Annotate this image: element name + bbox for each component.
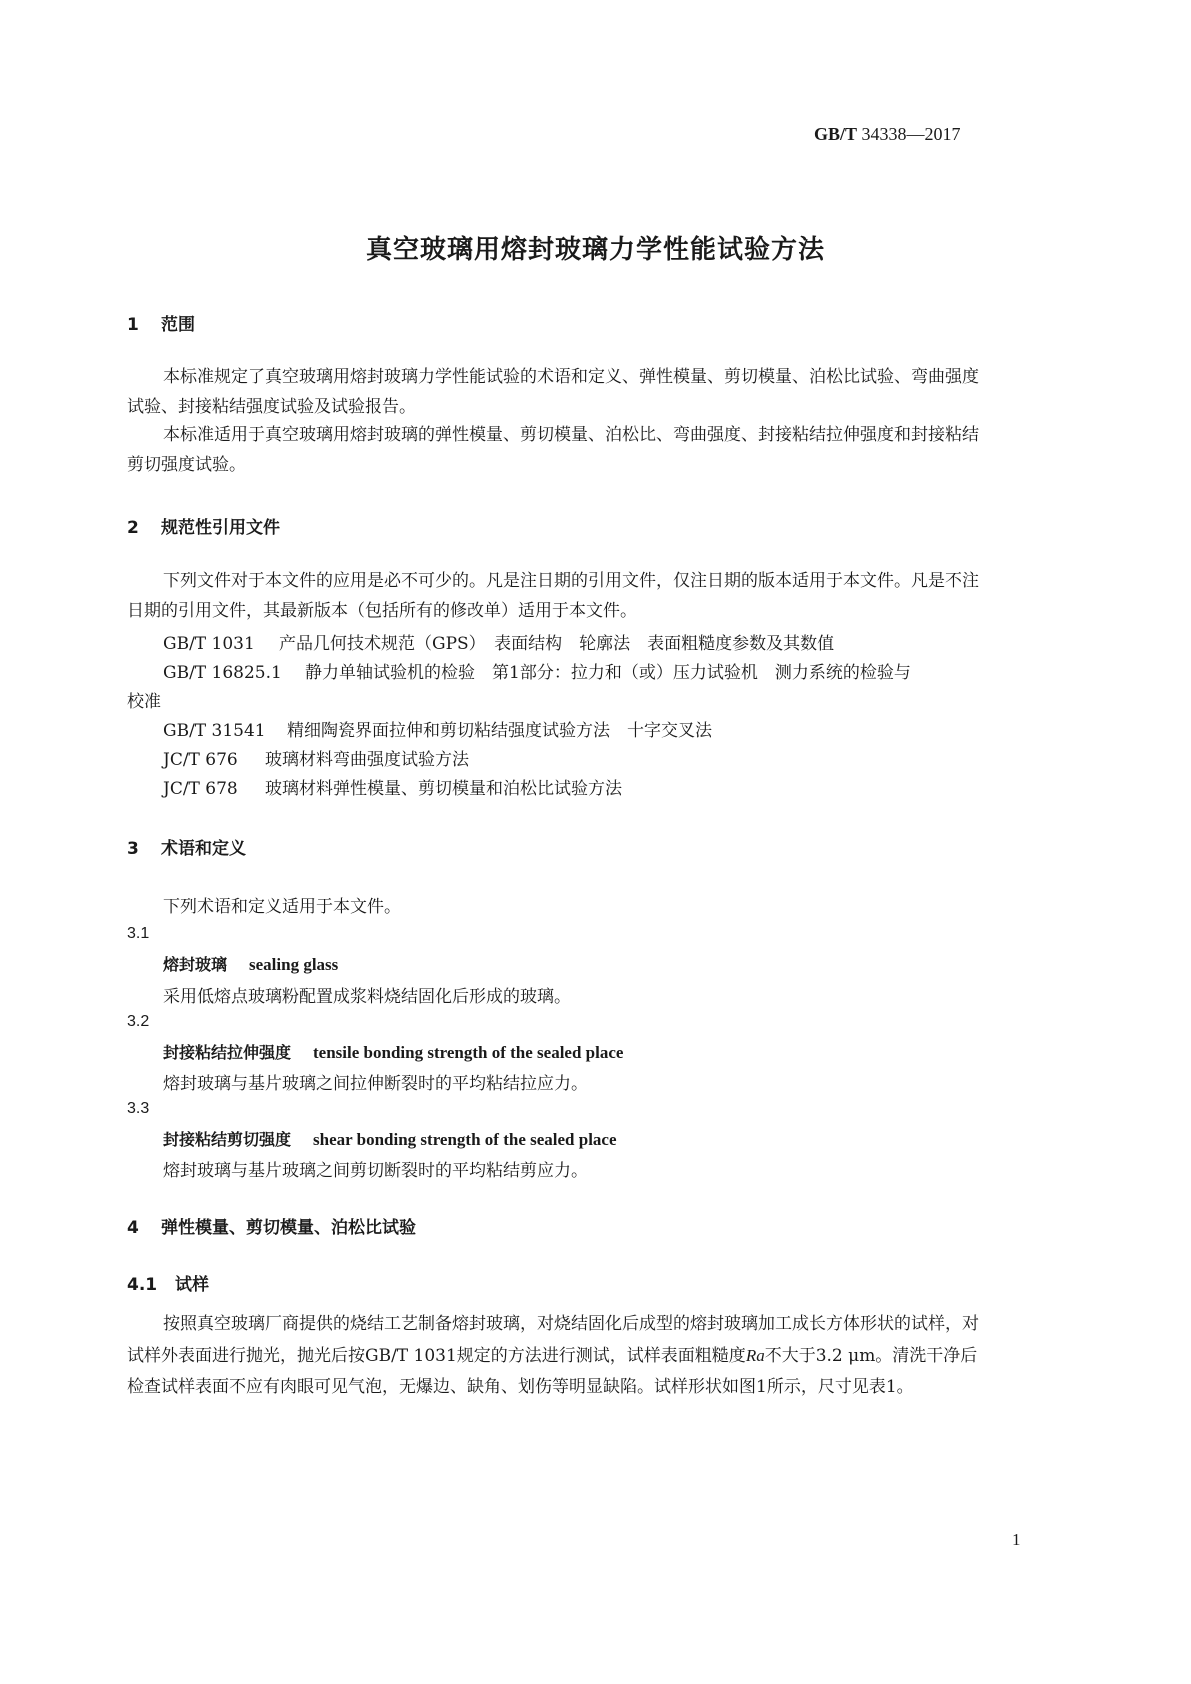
specimen-text-b: 不大于3.2 μm。清洗干净后检查试样表面不应有肉眼可见气泡，无爆边、缺角、划伤等明显缺陷。试样形状如图1所示，尺寸见表1。: [127, 1346, 978, 1397]
section-title: 规范性引用文件: [161, 518, 280, 538]
subsection-4-1-heading: [127, 1270, 209, 1295]
reference-item: [163, 745, 469, 770]
section-title: 术语和定义: [161, 839, 246, 859]
term-number: 3.3: [127, 1100, 150, 1117]
reference-title: 玻璃材料弯曲强度试验方法: [265, 750, 469, 770]
scope-paragraph-1: 本标准规定了真空玻璃用熔封玻璃力学性能试验的术语和定义、弹性模量、剪切模量、泊松比试验、弯曲强度试验、封接粘结强度试验及试验报告。: [127, 367, 979, 417]
reference-code: GB/T 31541: [163, 721, 266, 741]
document-title: 真空玻璃用熔封玻璃力学性能试验方法: [365, 235, 825, 265]
section-4-heading: [127, 1213, 416, 1238]
term-heading: [163, 952, 338, 975]
term-number: 3.2: [127, 1013, 150, 1030]
reference-title: 产品几何技术规范（GPS） 表面结构 轮廓法 表面粗糙度参数及其数值: [279, 634, 835, 654]
reference-item: [163, 629, 834, 654]
term-chinese: 熔封玻璃: [163, 955, 228, 974]
reference-item: [163, 716, 712, 741]
specimen-text-a: 按照真空玻璃厂商提供的烧结工艺制备熔封玻璃，对烧结固化后成型的熔封玻璃加工成长方体形状的试样，对试样外表面进行抛光，抛光后按GB/T 1031规定的方法进行测试，试样表面粗糙度: [127, 1314, 979, 1366]
section-number: 1: [127, 315, 139, 335]
standard-number: 34338—2017: [861, 124, 961, 144]
section-number: 4: [127, 1218, 139, 1238]
term-definition: 熔封玻璃与基片玻璃之间拉伸断裂时的平均粘结拉应力。: [163, 1074, 588, 1094]
terms-intro: 下列术语和定义适用于本文件。: [163, 897, 401, 917]
reference-code: GB/T 16825.1: [163, 663, 282, 683]
reference-code: GB/T 1031: [163, 634, 255, 654]
reference-code: JC/T 678: [163, 779, 238, 799]
section-title: 范围: [161, 315, 195, 335]
term-english: shear bonding strength of the sealed place: [313, 1130, 617, 1149]
section-title: 弹性模量、剪切模量、泊松比试验: [161, 1218, 416, 1238]
section-3-heading: [127, 834, 246, 859]
term-definition: 熔封玻璃与基片玻璃之间剪切断裂时的平均粘结剪应力。: [163, 1161, 588, 1181]
reference-title: 精细陶瓷界面拉伸和剪切粘结强度试验方法 十字交叉法: [287, 721, 712, 741]
reference-code: JC/T 676: [163, 750, 238, 770]
subsection-title: 试样: [175, 1275, 209, 1295]
subsection-number: 4.1: [127, 1275, 158, 1295]
reference-item: [163, 658, 911, 683]
scope-paragraph-2: 本标准适用于真空玻璃用熔封玻璃的弹性模量、剪切模量、泊松比、弯曲强度、封接粘结拉伸强度和封接粘结剪切强度试验。: [127, 425, 979, 475]
term-definition: 采用低熔点玻璃粉配置成浆料烧结固化后形成的玻璃。: [163, 987, 571, 1007]
reference-title: 玻璃材料弹性模量、剪切模量和泊松比试验方法: [265, 779, 622, 799]
reference-continuation: 校准: [127, 692, 161, 712]
term-heading: [163, 1127, 617, 1150]
specimen-paragraph: [127, 1309, 988, 1403]
section-1-heading: [127, 310, 195, 335]
term-english: tensile bonding strength of the sealed place: [313, 1043, 624, 1062]
standard-prefix: GB/T: [814, 124, 858, 144]
term-chinese: 封接粘结剪切强度: [163, 1130, 292, 1149]
term-number: 3.1: [127, 925, 150, 942]
section-2-heading: [127, 513, 280, 538]
references-intro: 下列文件对于本文件的应用是必不可少的。凡是注日期的引用文件，仅注日期的版本适用于本文件。凡是不注日期的引用文件，其最新版本（包括所有的修改单）适用于本文件。: [127, 571, 979, 621]
section-number: 3: [127, 839, 139, 859]
page-number: 1: [1012, 1530, 1021, 1549]
term-chinese: 封接粘结拉伸强度: [163, 1043, 292, 1062]
standard-code: [814, 124, 961, 145]
term-english: sealing glass: [249, 955, 339, 974]
term-heading: [163, 1040, 623, 1063]
reference-item: [163, 774, 622, 799]
roughness-variable: Ra: [745, 1346, 765, 1365]
reference-title: 静力单轴试验机的检验 第1部分：拉力和（或）压力试验机 测力系统的检验与: [305, 663, 911, 683]
section-number: 2: [127, 518, 139, 538]
